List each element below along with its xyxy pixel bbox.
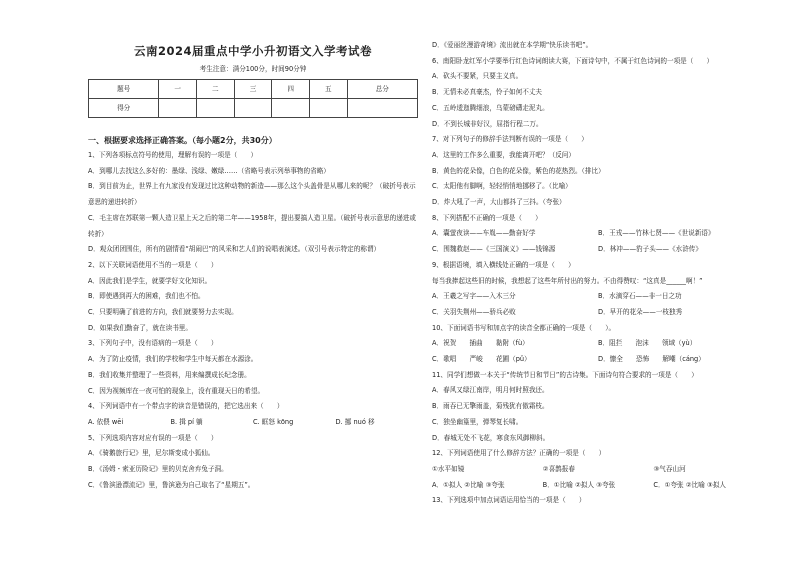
answer-option: A．祝贺 插曲 黏附（fù） xyxy=(432,339,529,348)
question-passage: 每当我捧起这些旧的时候，我想起了这些年所付出的努力。不由得赞叹：“这真是______啊！” xyxy=(432,276,703,285)
question-stem: 9、根据语境，填入横线处正确的一项是（ ） xyxy=(432,260,575,269)
answer-option: B. 揖 pí 躺 xyxy=(170,417,203,426)
answer-option: C．毛主席在苏联第一颗人造卫星上天之后的第二年——1958年，提出要搞人造卫星。（破折号表示意思的递进或转折） xyxy=(88,213,416,238)
answer-option: A．因此我们是学生，就要学好文化知识。 xyxy=(88,276,212,285)
score-entry-cell[interactable] xyxy=(234,99,272,118)
score-table-score-row xyxy=(89,99,418,118)
answer-option: A．①拟人 ②比喻 ③夸张 xyxy=(432,480,505,489)
answer-option: D．《爱丽丝漫游奇境》流出就在本学期“快乐读书吧”。 xyxy=(432,41,593,49)
answer-option: D．炸大吼了一声，大山都抖了三抖。（夸张） xyxy=(432,198,566,207)
answer-option: C．五岭逶迤腾细浪，乌蒙磅礴走泥丸。 xyxy=(432,103,549,112)
answer-option: C．《鲁滨逊漂流记》里，鲁滨逊为自己取名了“星期五”。 xyxy=(88,480,255,489)
score-entry-cell[interactable] xyxy=(159,99,197,118)
question-stem: 10、下面词语书写和加点字的读音全都正确的一项是（ ）。 xyxy=(432,323,616,332)
question-stem: 11、同学们想做一本关于“传统节日和节日”的古诗集。下面诗句符合要求的一项是（ ） xyxy=(432,370,698,379)
answer-options-row xyxy=(88,415,418,431)
page-title: 云南2024届重点中学小升初语文入学考试卷 xyxy=(133,44,372,58)
answer-options-row xyxy=(432,352,764,368)
table-cell: 四 xyxy=(272,80,310,99)
answer-option: A．到哪儿去找这么多好的：墨绿、浅绿、嫩绿……（省略号表示列举事物的省略） xyxy=(88,166,330,175)
score-entry-cell[interactable] xyxy=(272,99,310,118)
score-entry-cell[interactable] xyxy=(347,99,417,118)
answer-options-row xyxy=(432,289,764,305)
answer-option: C．歌唱 严峻 花圃（pǔ） xyxy=(432,355,531,364)
score-entry-cell[interactable] xyxy=(309,99,347,118)
table-cell: 总分 xyxy=(347,80,417,99)
answer-option: C．独坐幽篁里，弹琴复长啸。 xyxy=(432,417,523,426)
answer-options-row xyxy=(432,462,764,478)
question-stem: 12、下列词语使用了什么修辞方法？正确的一项是（ ） xyxy=(432,449,606,458)
answer-options-row xyxy=(432,336,764,352)
answer-option: D．观众团团围住，所有的剧情看“胡闹巴”的风采和艺人们的说唱表演述。（双引号表示特定的称谓） xyxy=(88,245,381,254)
left-column xyxy=(88,0,418,493)
answer-option: A．砍头不要紧，只要主义真。 xyxy=(432,72,523,81)
answer-option: B．①比喻 ②拟人 ③夸张 xyxy=(542,480,616,489)
answer-option: B．王戎——竹林七贤——《世说新语》 xyxy=(598,229,715,238)
answer-option: D．早开的花朵——一枝独秀 xyxy=(598,307,683,316)
answer-option: A．春风又绿江南岸，明月何时照我还。 xyxy=(432,386,549,395)
answer-option: C．太阳他有脚啊，轻轻悄悄地挪移了。（比喻） xyxy=(432,182,572,191)
table-cell: 题号 xyxy=(89,80,159,99)
answer-option: D．如果我们勤奋了，就在读书里。 xyxy=(88,323,192,332)
table-cell: 一 xyxy=(159,80,197,99)
answer-option: C．①夸张 ②比喻 ③拟人 xyxy=(653,480,727,489)
question-stem: 1、下列各项标点符号的使用，理解有误的一项是（ ） xyxy=(88,151,258,159)
question-stem: 7、对下列句子的修辞手法判断有误的一项是（ ） xyxy=(432,135,588,144)
answer-option: C．关羽失荆州——骄兵必败 xyxy=(432,307,516,316)
answer-option: B．到目前为止，世界上有九家没有发现过比这种动物的新造——那么这个头盖骨是从哪儿来的呢？（破折号表示意思的递进转折） xyxy=(88,182,416,207)
answer-options-row xyxy=(432,305,764,321)
answer-option: A．这里的工作多么重要，我能离开吧？（反问） xyxy=(432,150,575,159)
answer-option: D．不到长城非好汉，屈指行程二万。 xyxy=(432,119,543,128)
answer-option: C．围魏救赵——《三国演义》——钱锦源 xyxy=(432,245,556,254)
answer-option: D．春城无处不飞花，寒食东风御柳斜。 xyxy=(432,433,550,442)
question-stem: 5、下列选项内容对应有误的一项是（ ） xyxy=(88,433,218,442)
question-stem: 4、下列词语中有一个带点字的读音是错误的，把它选出来（ ） xyxy=(88,402,284,411)
answer-option: B．无情未必真豪杰，怜子如何不丈夫 xyxy=(432,88,543,97)
answer-option: B．雨吞已无擎雨盖，菊残犹有傲霜枝。 xyxy=(432,402,549,411)
phrase-item: ②喜鹊报春 xyxy=(542,464,575,473)
answer-option: D. 挪 nuó 移 xyxy=(335,417,375,426)
answer-option: C．只要明确了前进的方向，我们就要努力去实现。 xyxy=(88,308,238,317)
answer-option: B．黄色的花朵像，白色的花朵像，紫色的花热烈。（排比） xyxy=(432,166,605,175)
answer-option: B．即使遇到再大的困难，我们也不怕。 xyxy=(88,292,205,301)
answer-option: B．阻拦 泡沫 领域（yù） xyxy=(598,339,697,348)
answer-option: B．《汤姆・索亚历险记》里的贝克舍弃兔子洞。 xyxy=(88,465,228,474)
score-table xyxy=(88,79,418,118)
question-stem: 3、下列句子中，没有语病的一项是（ ） xyxy=(88,339,218,348)
answer-option: D．林冲——豹子头——《水浒传》 xyxy=(598,245,702,254)
answer-options-row xyxy=(432,478,764,494)
phrase-item: ③气吞山河 xyxy=(653,464,686,473)
answer-option: A．为了防止疫情，我们的学校和学生中每天都在水源涂。 xyxy=(88,355,258,364)
question-stem: 2、以下关联词语使用不当的一项是（ ） xyxy=(88,260,218,269)
question-stem: 13、下列选项中加点词语运用恰当的一项是（ ） xyxy=(432,496,586,505)
question-stem: 6、南阳卧龙红军小学要举行红色诗词朗读大赛，下面诗句中，不属于红色诗词的一项是（ ） xyxy=(432,56,714,65)
answer-option: A．囊萤夜读——车胤——勤奋好学 xyxy=(432,229,536,238)
answer-option: A．王羲之写字——入木三分 xyxy=(432,292,516,301)
table-cell: 三 xyxy=(234,80,272,99)
table-cell: 五 xyxy=(309,80,347,99)
exam-instructions: 考生注意：满分100分，时间90分钟 xyxy=(199,65,307,73)
answer-option: C．因为视频库在一夜可怕的现象上，没有重现天日的希望。 xyxy=(88,386,265,395)
answer-option: A．《骑鹅旅行记》里，尼尔斯变成小狐仙。 xyxy=(88,449,215,458)
table-cell: 二 xyxy=(197,80,235,99)
answer-options-row xyxy=(432,242,764,258)
right-column xyxy=(432,38,764,509)
answer-option: D．慷全 恐怖 解嘲（cáng） xyxy=(598,355,705,364)
table-cell: 得分 xyxy=(89,99,159,118)
answer-option: B．水滴穿石——非一日之功 xyxy=(598,292,682,301)
question-stem: 8、下列搭配不正确的一项是（ ） xyxy=(432,213,542,222)
score-table-header-row xyxy=(89,80,418,99)
phrase-item: ①水平如镜 xyxy=(432,464,465,473)
answer-option: A. 依偎 wēi xyxy=(88,417,124,426)
score-entry-cell[interactable] xyxy=(197,99,235,118)
section-heading: 一、根据要求选择正确答案。（每小题2分，共30分） xyxy=(88,136,277,145)
answer-option: C. 眶怒 kōng xyxy=(253,417,294,426)
answer-options-row xyxy=(432,226,764,242)
answer-option: B．我们收集并整理了一些资料，用来编撰成长纪念册。 xyxy=(88,370,251,379)
